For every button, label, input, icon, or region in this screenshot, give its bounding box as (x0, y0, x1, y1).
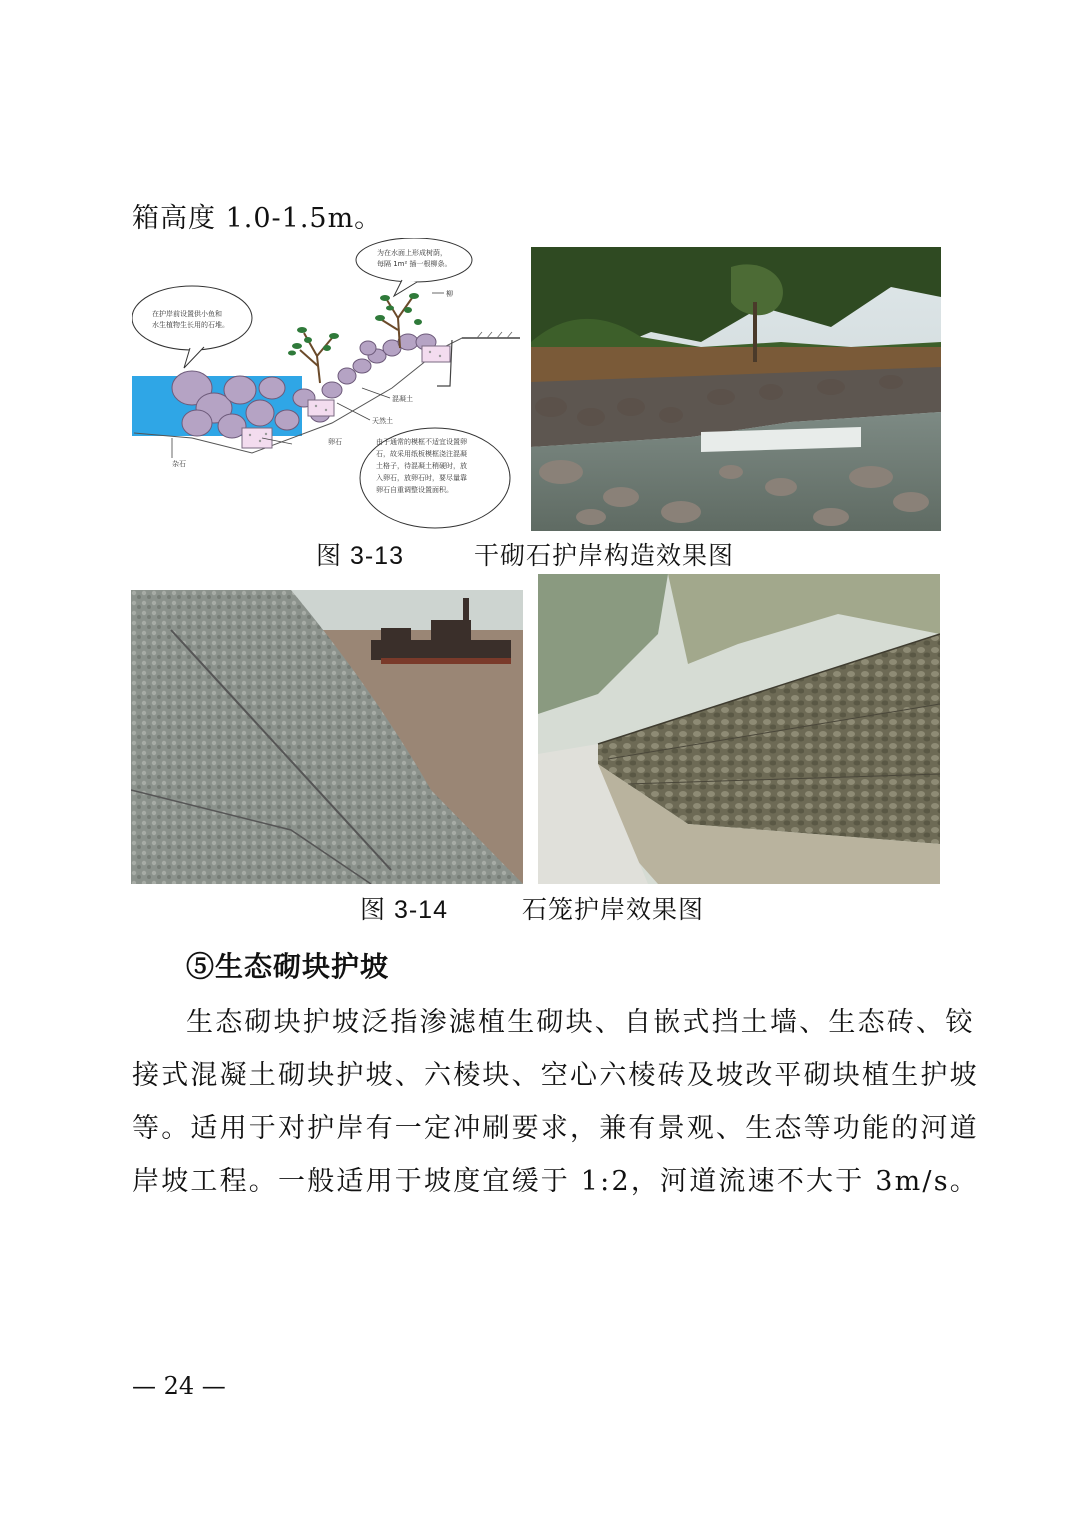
paragraph-line-4: 岸坡工程。一般适用于坡度宜缓于 1:2，河道流速不大于 3m/s。 (132, 1166, 979, 1197)
diagram-note-bottom-line-1: 由于通常的模框不适宜设置卵 (376, 438, 467, 446)
paragraph-line-3: 等。适用于对护岸有一定冲刷要求，兼有景观、生态等功能的河道 (132, 1113, 979, 1144)
diagram-note-top-line-2: 每隔 1m² 插一根柳条。 (377, 260, 452, 268)
stream-revetment-photo (531, 247, 941, 531)
diagram-note-bottom-line-3: 土格子，待混凝土稍硬时，放 (376, 462, 467, 470)
diagram-note-bottom-line-4: 入卵石，放卵石时，要尽量靠 (376, 474, 467, 482)
dry-stone-revetment-diagram (132, 238, 520, 530)
diagram-label-pebble: 卵石 (328, 438, 342, 446)
gabion-slope-river-photo (131, 590, 523, 884)
diagram-label-rubble: 杂石 (172, 460, 186, 468)
diagram-label-natural-soil: 天然土 (372, 417, 393, 425)
diagram-note-bottom-line-5: 卵石自重调整设置面积。 (376, 486, 453, 494)
page-number: — 24 — (132, 1372, 226, 1400)
figure-3-13-label: 图 3-13 (316, 542, 404, 570)
gabion-wall-road-photo (538, 574, 940, 884)
figure-3-13-title: 干砌石护岸构造效果图 (473, 541, 734, 570)
diagram-label-willow: 柳 (446, 290, 453, 298)
diagram-note-left-line-1: 在护岸前设置供小鱼和 (152, 310, 222, 318)
paragraph-line-2: 接式混凝土砌块护坡、六棱块、空心六棱砖及坡改平砌块植生护坡 (132, 1060, 979, 1091)
diagram-note-bottom-line-2: 石，故采用纸板模框浇注混凝 (376, 450, 467, 458)
figure-3-14-label: 图 3-14 (360, 896, 448, 924)
paragraph-line-1: 生态砌块护坡泛指渗滤植生砌块、自嵌式挡土墙、生态砖、铰 (186, 1007, 975, 1038)
figure-3-14-caption (360, 890, 704, 926)
diagram-label-concrete: 混凝土 (392, 395, 413, 403)
figure-3-14-title: 石笼护岸效果图 (521, 895, 704, 924)
figure-3-13-caption (316, 536, 734, 572)
diagram-note-left-line-2: 水生植物生长用的石堆。 (152, 321, 229, 329)
intro-text-line: 箱高度 1.0-1.5m。 (132, 203, 383, 234)
diagram-note-top-line-1: 为在水面上形成树荫， (377, 249, 447, 257)
section-heading: ⑤生态砌块护坡 (186, 950, 390, 983)
